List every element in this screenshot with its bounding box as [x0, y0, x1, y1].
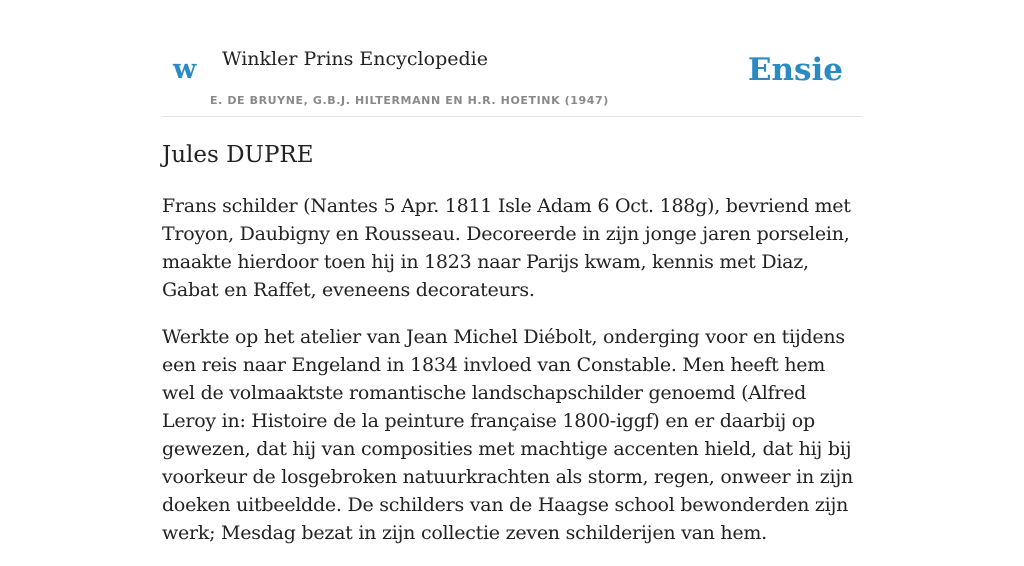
- article-title: Jules DUPRE: [162, 142, 314, 168]
- article-paragraph: Frans schilder (Nantes 5 Apr. 1811 Isle Adam 6 Oct. 188g), bevriend met Troyon, Daubigny en Rousseau. Decoreerde in zijn jonge jaren porselein, maakte hierdoor toen hij in 1823 naar Parijs kwam, kennis met Diaz, Gabat en Raffet, eveneens decorateurs.: [162, 195, 851, 301]
- article-paragraph: Werkte op het atelier van Jean Michel Diébolt, onderging voor en tijdens een reis naar Engeland in 1834 invloed van Constable. Men heeft hem wel de volmaaktste romantische landschapschilder genoemd (Alfred Leroy in: Histoire de la peinture française 1800-iggf) en er daarbij op gewezen, dat hij van composities met machtige accenten hield, dat hij bij voorkeur de losgebroken natuurkrachten als storm, regen, onweer in zijn doeken uitbeeldde. De schilders van de Haagse school bewonderden zijn werk; Mesdag bezat in zijn collectie zeven schilderijen van hem.: [162, 326, 853, 544]
- publication-title[interactable]: Winkler Prins Encyclopedie: [222, 48, 488, 70]
- brand-logo[interactable]: Ensie: [747, 52, 843, 88]
- publication-authors: E. DE BRUYNE, G.B.J. HILTERMANN EN H.R. HOETINK (1947): [210, 94, 609, 107]
- article-body: [162, 192, 862, 566]
- publication-logo[interactable]: w: [173, 54, 197, 85]
- site-header: [162, 0, 862, 117]
